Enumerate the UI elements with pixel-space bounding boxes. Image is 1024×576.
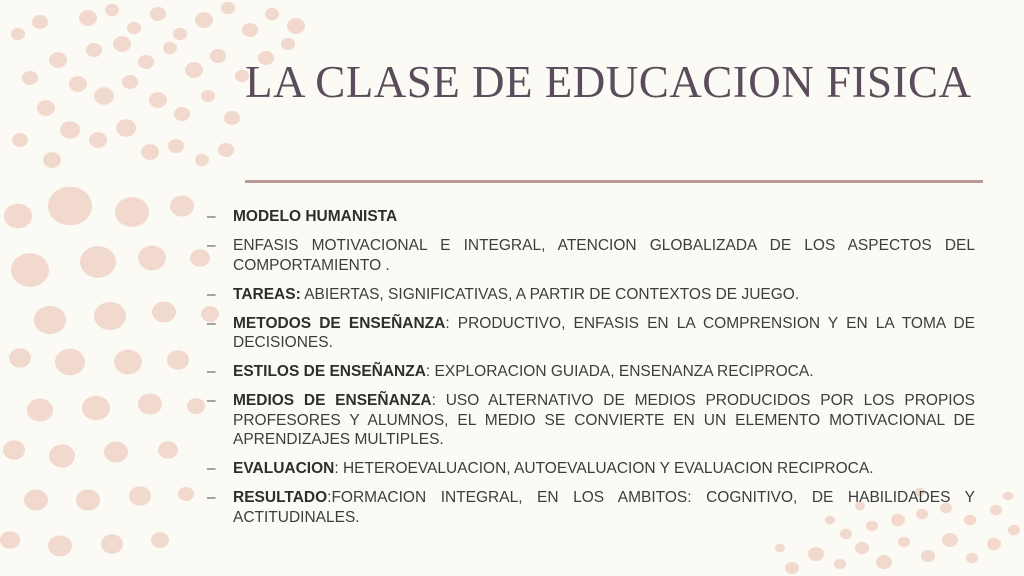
decorative-dot <box>94 87 114 105</box>
decorative-dot <box>89 132 107 148</box>
decorative-dot <box>138 55 154 69</box>
decorative-dot <box>187 398 205 414</box>
decorative-dot <box>221 2 235 14</box>
decorative-dot <box>921 550 935 562</box>
bullet-bold: RESULTADO <box>233 489 328 506</box>
bullet-item <box>207 459 975 479</box>
decorative-dot <box>82 396 110 421</box>
decorative-dot <box>158 441 178 459</box>
slide-title: LA CLASE DE EDUCACION FISICA <box>245 57 972 107</box>
decorative-dot <box>37 100 55 116</box>
decorative-dot <box>49 445 75 468</box>
decorative-dot <box>113 36 131 52</box>
decorative-dot <box>966 553 978 564</box>
decorative-dot <box>122 75 138 89</box>
decorative-dot <box>24 489 48 510</box>
decorative-dot <box>0 531 20 549</box>
decorative-dot <box>114 350 142 375</box>
decorative-dot <box>876 555 892 569</box>
decorative-dot <box>1003 492 1013 501</box>
bullet-text: : EXPLORACION GUIADA, ENSENANZA RECIPROCA. <box>425 363 814 380</box>
bullet-item <box>207 391 975 450</box>
decorative-dot <box>195 12 213 28</box>
decorative-dot <box>129 486 151 505</box>
decorative-dot <box>4 204 32 229</box>
decorative-dot <box>151 532 169 548</box>
decorative-dot <box>86 43 102 57</box>
decorative-dot <box>218 143 234 157</box>
decorative-dot <box>49 52 67 68</box>
dash-icon: – <box>207 285 216 303</box>
decorative-dot <box>69 76 87 92</box>
decorative-dot <box>94 302 126 330</box>
decorative-dot <box>115 197 149 227</box>
decorative-dot <box>174 107 190 121</box>
decorative-dot <box>76 489 100 510</box>
decorative-dot <box>775 544 785 553</box>
bullet-item <box>207 207 975 227</box>
decorative-dot <box>785 562 799 574</box>
dash-icon: – <box>207 237 216 254</box>
bullet-item <box>207 488 975 527</box>
bullet-bold: MEDIOS DE ENSEÑANZA <box>233 392 432 409</box>
decorative-dot <box>48 187 92 226</box>
decorative-dot <box>170 195 194 216</box>
decorative-dot <box>3 440 25 459</box>
dash-icon: – <box>207 208 216 225</box>
decorative-dot <box>210 49 226 63</box>
decorative-dot <box>11 28 25 40</box>
bullet-text: : USO ALTERNATIVO DE MEDIOS PRODUCIDOS POR LOS PROPIOS PROFESORES Y ALUMNOS, EL MEDIO SE CONVIERTE EN UN ELEMENTO MOTIVACIONAL DE APRENDIZAJES MULTIPLES. <box>233 392 976 448</box>
decorative-dot <box>201 90 215 102</box>
decorative-dot <box>987 538 1001 550</box>
decorative-dot <box>150 7 166 21</box>
decorative-dot <box>11 253 49 286</box>
bullet-bold: EVALUACION <box>233 460 335 477</box>
decorative-dot <box>265 8 279 20</box>
decorative-dot <box>185 62 203 78</box>
bullet-text: : PRODUCTIVO, ENFASIS EN LA COMPRENSION Y EN LA TOMA DE DECISIONES. <box>233 314 975 351</box>
dash-icon: – <box>207 314 216 332</box>
decorative-dot <box>32 15 48 29</box>
bullet-bold: MODELO HUMANISTA <box>233 208 398 225</box>
decorative-dot <box>80 246 116 278</box>
decorative-dot <box>22 71 38 85</box>
decorative-dot <box>79 10 97 26</box>
decorative-dot <box>43 152 61 168</box>
decorative-dot <box>138 393 162 414</box>
bullet-bold: METODOS DE ENSEÑANZA <box>233 314 446 332</box>
decorative-dot <box>898 537 910 548</box>
decorative-dot <box>101 534 123 553</box>
decorative-dot <box>834 559 846 570</box>
decorative-dot <box>224 111 240 125</box>
decorative-dot <box>1008 525 1020 536</box>
bullet-text: :FORMACION INTEGRAL, EN LOS AMBITOS: COGNITIVO, DE HABILIDADES Y ACTITUDINALES. <box>233 489 975 526</box>
decorative-dot <box>34 306 66 334</box>
decorative-dot <box>141 144 159 160</box>
dash-icon: – <box>207 363 216 380</box>
decorative-dot <box>127 22 141 34</box>
decorative-dot <box>12 133 28 147</box>
bullet-bold: ESTILOS DE ENSEÑANZA <box>233 363 426 380</box>
decorative-dot <box>152 301 176 322</box>
decorative-dot <box>104 441 128 462</box>
bullet-list <box>207 207 975 537</box>
bullet-text: ABIERTAS, SIGNIFICATIVAS, A PARTIR DE CONTEXTOS DE JUEGO. <box>300 285 800 303</box>
decorative-dot <box>178 487 194 501</box>
decorative-dot <box>173 28 187 40</box>
decorative-dot <box>9 348 31 367</box>
bullet-item <box>207 314 975 353</box>
decorative-dot <box>281 38 295 50</box>
decorative-dot <box>138 246 166 271</box>
dash-icon: – <box>207 460 216 477</box>
dash-icon: – <box>207 489 216 506</box>
title-divider <box>245 180 983 183</box>
bullet-item <box>207 236 975 275</box>
decorative-dot <box>287 18 305 34</box>
decorative-dot <box>990 505 1002 516</box>
decorative-dot <box>167 350 189 369</box>
bullet-text: ENFASIS MOTIVACIONAL E INTEGRAL, ATENCION GLOBALIZADA DE LOS ASPECTOS DEL COMPORTAMIENTO . <box>233 237 975 274</box>
decorative-dot <box>195 154 209 166</box>
bullet-item <box>207 362 975 382</box>
decorative-dot <box>60 121 80 139</box>
decorative-dot <box>48 535 72 556</box>
decorative-dot <box>116 119 136 137</box>
decorative-dot <box>808 547 824 561</box>
bullet-text: : HETEROEVALUACION, AUTOEVALUACION Y EVALUACION RECIPROCA. <box>334 460 874 477</box>
decorative-dot <box>855 542 869 554</box>
decorative-dot <box>55 349 85 375</box>
decorative-dot <box>163 42 177 54</box>
decorative-dot <box>149 92 167 108</box>
decorative-dot <box>27 399 53 422</box>
bullet-bold: TAREAS: <box>233 285 301 303</box>
decorative-dot <box>242 23 258 37</box>
bullet-item <box>207 285 975 305</box>
decorative-dot <box>105 4 119 16</box>
decorative-dot <box>168 139 184 153</box>
dash-icon: – <box>207 392 216 409</box>
